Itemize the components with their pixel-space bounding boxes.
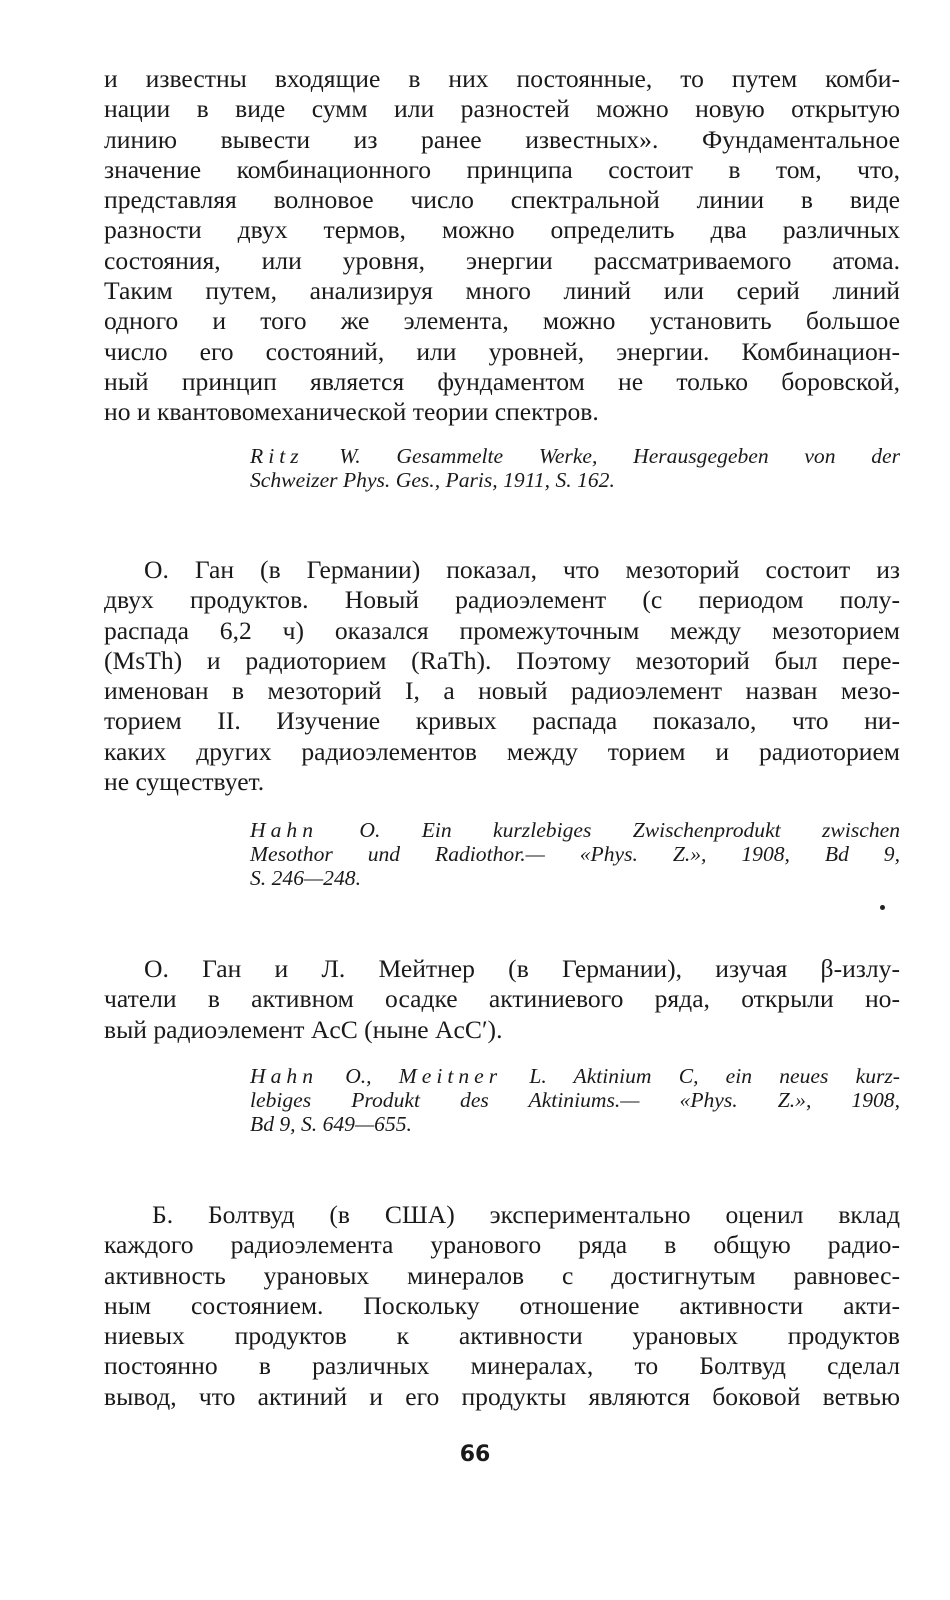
reference-ritz <box>250 444 900 492</box>
paragraph-actinium-c <box>104 954 900 1045</box>
text-line: ный принцип является фундаментом не только боровской, <box>104 366 900 396</box>
text-line: (MsTh) и радиоторием (RaTh). Поэтому мезоторий был пере- <box>104 645 900 675</box>
paragraph-mesothorium <box>104 555 900 797</box>
section-2 <box>104 555 900 797</box>
page-number: 66 <box>459 1442 491 1467</box>
text-line: одного и того же элемента, можно установить большое <box>104 306 900 336</box>
text-line: двух продуктов. Новый радиоэлемент (с периодом полу- <box>104 585 900 615</box>
text-line: состояния, или уровня, энергии рассматриваемого атома. <box>104 245 900 275</box>
text-line: О. Ган и Л. Мейтнер (в Германии), изучая β-излу- <box>144 954 900 983</box>
text-line: каждого радиоэлемента уранового ряда в общую радио- <box>104 1230 900 1260</box>
reference-line: Hahn O. Ein kurzlebiges Zwischenprodukt zwischen <box>250 818 900 842</box>
text-line: О. Ган (в Германии) показал, что мезоторий состоит из <box>144 555 900 584</box>
reference-hahn-meitner <box>250 1064 900 1136</box>
text-line: Б. Болтвуд (в США) экспериментально оценил вклад <box>152 1200 900 1229</box>
reference-line: Ritz W. Gesammelte Werke, Herausgegeben von der <box>250 444 900 468</box>
text-line: вый радиоэлемент AcC (ныне AcC′). <box>104 1014 503 1044</box>
text-line: вывод, что актиний и его продукты являются боковой ветвью <box>104 1381 900 1411</box>
reference-line: Bd 9, S. 649—655. <box>250 1112 412 1136</box>
reference-line: Schweizer Phys. Ges., Paris, 1911, S. 162. <box>250 468 615 492</box>
stray-dot <box>880 905 885 910</box>
text-line: постоянно в различных минералах, то Болтвуд сделал <box>104 1351 900 1381</box>
reference-line: Hahn O., Meitner L. Aktinium C, ein neues kurz- <box>250 1064 900 1088</box>
reference-author-2: Meitner <box>398 1064 503 1088</box>
text-line: значение комбинационного принципа состоит в том, что, <box>104 154 900 184</box>
text-line: ниевых продуктов к активности урановых продуктов <box>104 1321 900 1351</box>
reference-line: lebiges Produkt des Aktiniums.— «Phys. Z.», 1908, <box>250 1088 900 1112</box>
text-line: активность урановых минералов с достигнутым равновес- <box>104 1260 900 1290</box>
reference-author: Hahn <box>250 1064 318 1088</box>
text-line: не существует. <box>104 767 265 797</box>
text-line: нации в виде сумм или разностей можно новую открытую <box>104 94 900 124</box>
paragraph-boltwood <box>104 1200 900 1412</box>
text-line: но и квантовомеханической теории спектров. <box>104 397 599 427</box>
text-line: и известны входящие в них постоянные, то путем комби- <box>104 64 900 93</box>
text-line: торием II. Изучение кривых распада показало, что ни- <box>104 706 900 736</box>
reference-author: Hahn <box>250 818 318 842</box>
text-line: число его состояний, или уровней, энергии. Комбинацион- <box>104 336 900 366</box>
text-line: ным состоянием. Поскольку отношение активности акти- <box>104 1290 900 1320</box>
reference-line: S. 246—248. <box>250 866 361 890</box>
text-line: линию вывести из ранее известных». Фундаментальное <box>104 124 900 154</box>
text-line: каких других радиоэлементов между торием и радиоторием <box>104 736 900 766</box>
text-line: Таким путем, анализируя много линий или серий линий <box>104 276 900 306</box>
text-line: именован в мезоторий I, а новый радиоэлемент назван мезо- <box>104 676 900 706</box>
reference-hahn-1 <box>250 818 900 890</box>
section-1 <box>104 64 900 428</box>
text-line: разности двух термов, можно определить два различных <box>104 215 900 245</box>
text-line: распада 6,2 ч) оказался промежуточным между мезоторием <box>104 615 900 645</box>
paragraph-combination-principle <box>104 64 900 428</box>
text-line: представляя волновое число спектральной линии в виде <box>104 185 900 215</box>
text-line: чатели в активном осадке актиниевого ряда, открыли но- <box>104 984 900 1014</box>
reference-line: Mesothor und Radiothor.— «Phys. Z.», 1908, Bd 9, <box>250 842 900 866</box>
reference-author: Ritz <box>250 444 304 468</box>
section-4 <box>104 1200 900 1412</box>
section-3 <box>104 954 900 1045</box>
